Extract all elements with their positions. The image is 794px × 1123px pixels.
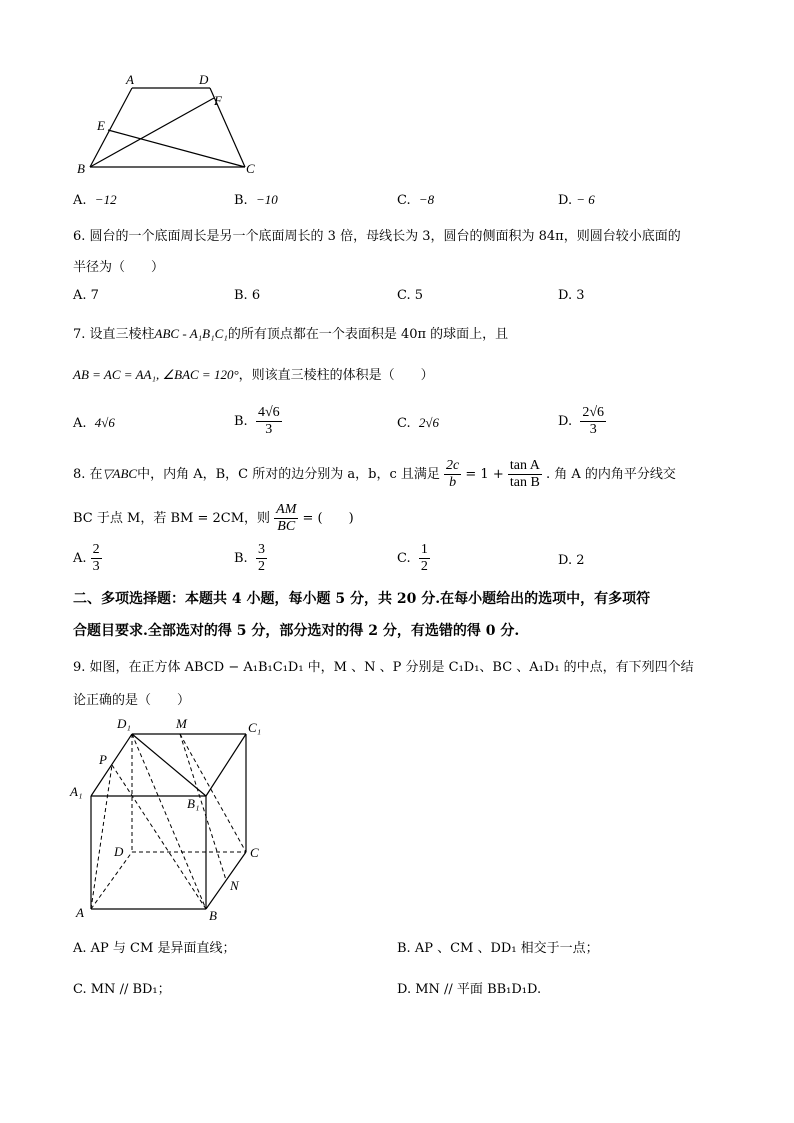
label-A: A [76, 905, 84, 920]
label-E: E [97, 118, 105, 133]
q6-option-a: A. 7 [73, 288, 99, 303]
q7-option-d: D. $\frac{2√6}{3}$ [558, 405, 605, 438]
q9-option-b: B. AP 、CM 、DD₁ 相交于一点； [397, 941, 599, 956]
label-F: F [214, 93, 222, 108]
q9-option-d: D. MN // 平面 BB₁D₁D. [397, 982, 542, 997]
q8-option-a: A. $\frac{2}{3}$ [73, 542, 100, 575]
label-A1: A₁ [70, 784, 83, 799]
label-A: A [126, 72, 134, 87]
label-D: D [114, 844, 124, 859]
q8-option-b: B. $\frac{3}{2}$ [234, 542, 265, 575]
q6-stem-line1: 6. 圆台的一个底面周长是另一个底面周长的 3 倍，母线长为 3，圆台的侧面积为 84π，则圆台较小底面的 [73, 229, 681, 244]
q9-stem-line1: 9. 如图，在正方体 ABCD − A₁B₁C₁D₁ 中，M 、N 、P 分别是 C₁D₁、BC 、A₁D₁ 的中点，有下列四个结 [73, 660, 694, 675]
q7-option-c: C. 2√6 [397, 415, 440, 431]
q8-stem-line1: 8. 在▽ABC中，内角 A，B，C 所对的边分别为 a，b，c 且满足 $\frac{2c}{b}$ = 1 + $\frac{\text{tan A}}{\text{tan B}}$ . 角 A 的内角平分线交 [73, 458, 676, 491]
label-M: M [176, 716, 187, 731]
label-B: B [209, 908, 217, 922]
q8-stem-line2: BC 于点 M，若 BM = 2CM，则 $\frac{AM}{BC}$ = ( ) [73, 502, 354, 535]
label-P: P [99, 752, 107, 767]
label-C: C [250, 845, 259, 860]
q7-option-a: A. 4√6 [73, 415, 115, 431]
section2-heading-line1: 二、多项选择题：本题共 4 小题，每小题 5 分，共 20 分.在每小题给出的选项中，有多项符 [73, 591, 651, 607]
label-C1: C₁ [248, 720, 262, 735]
q8-option-d: D. 2 [558, 553, 585, 568]
q5-option-b: B. −10 [234, 192, 278, 208]
q6-option-b: B. 6 [234, 288, 261, 303]
q5-option-d: D. − 6 [558, 192, 595, 208]
q7-stem-line1: 7. 设直三棱柱ABC - A₁B₁C₁的所有顶点都在一个表面积是 40π 的球面上，且 [73, 326, 509, 342]
cube-figure [62, 712, 282, 922]
label-D1: D₁ [117, 716, 131, 731]
label-N: N [230, 878, 239, 893]
label-B: B [77, 161, 85, 176]
q7-stem-line2: AB = AC = AA₁, ∠BAC = 120°，则该直三棱柱的体积是（ ） [73, 367, 434, 383]
label-C: C [246, 161, 255, 176]
q5-option-a: A. −12 [73, 192, 117, 208]
q7-option-b: B. $\frac{4√6}{3}$ [234, 405, 280, 438]
section2-heading-line2: 合题目要求.全部选对的得 5 分，部分选对的得 2 分，有选错的得 0 分. [73, 623, 520, 639]
label-D: D [199, 72, 209, 87]
q9-stem-line2: 论正确的是（ ） [73, 693, 191, 708]
q5-option-c: C. −8 [397, 192, 435, 208]
q8-option-c: C. $\frac{1}{2}$ [397, 542, 428, 575]
q9-option-c: C. MN // BD₁； [73, 982, 171, 997]
label-B1: B₁ [187, 796, 200, 811]
q6-stem-line2: 半径为（ ） [73, 260, 165, 275]
q6-option-c: C. 5 [397, 288, 424, 303]
q9-option-a: A. AP 与 CM 是异面直线； [73, 941, 236, 956]
trapezoid-figure [70, 70, 270, 185]
q6-option-d: D. 3 [558, 288, 585, 303]
